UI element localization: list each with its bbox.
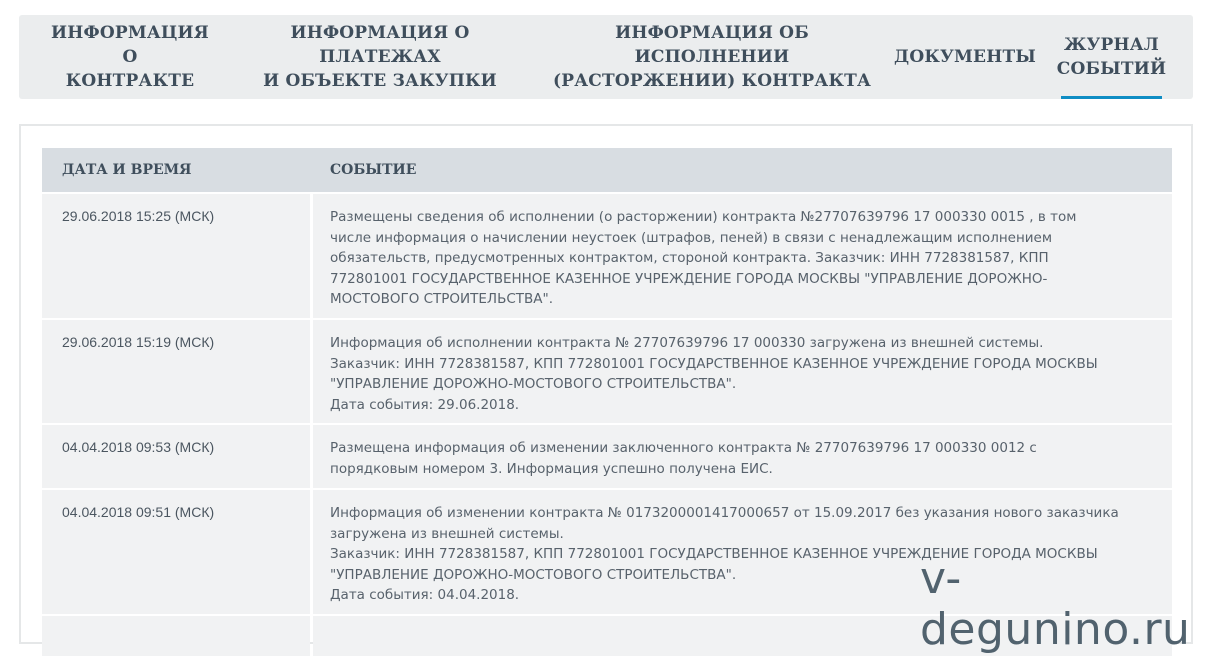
row-date xyxy=(42,616,310,656)
row-date: 29.06.2018 15:19 (МСК) xyxy=(42,320,310,423)
row-event: Информация об изменении контракта № 0173200001417000657 от 15.09.2017 без указания нового заказчика загружена из внешней системы. Заказчик: ИНН 7728381587, КПП 772801001 ГОСУДАРСТВЕННОЕ КАЗЕННОЕ УЧРЕЖДЕНИЕ ГОРОДА МОСКВЫ "УПРАВЛЕНИЕ ДОРОЖНО-МОСТОВОГО СТРОИТЕЛЬСТВА". Дата события: 04.04.2018. xyxy=(313,490,1172,614)
tab-bar xyxy=(19,15,1193,99)
tab-execution-info[interactable]: ИНФОРМАЦИЯ ОБ ИСПОЛНЕНИИ (РАСТОРЖЕНИИ) КОНТРАКТА xyxy=(552,23,872,91)
tab-event-log[interactable]: ЖУРНАЛ СОБЫТИЙ xyxy=(1061,15,1162,99)
tab-documents[interactable]: ДОКУМЕНТЫ xyxy=(894,47,1036,67)
table-header xyxy=(42,148,1172,192)
row-event: Размещена информация об изменении заключенного контракта № 27707639796 17 000330 0012 с порядковым номером 3. Информация успешно получена ЕИС. xyxy=(313,425,1172,488)
row-date: 04.04.2018 09:51 (МСК) xyxy=(42,490,310,614)
tab-contract-info[interactable]: ИНФОРМАЦИЯ О КОНТРАКТЕ xyxy=(51,23,209,91)
site-watermark: v-degunino.ru xyxy=(920,553,1191,655)
row-event: Размещены сведения об исполнении (о расторжении) контракта №27707639796 17 000330 0015 , в том числе информация о начислении неустоек (штрафов, пеней) в связи с ненадлежащим исполнением обязательств, предусмотренных контрактом, стороной контракта. Заказчик: ИНН 7728381587, КПП 772801001 ГОСУДАРСТВЕННОЕ КАЗЕННОЕ УЧРЕЖДЕНИЕ ГОРОДА МОСКВЫ "УПРАВЛЕНИЕ ДОРОЖНО- МОСТОВОГО СТРОИТЕЛЬСТВА". xyxy=(313,194,1172,318)
table-row xyxy=(42,320,1172,423)
row-date: 29.06.2018 15:25 (МСК) xyxy=(42,194,310,318)
header-date: ДАТА И ВРЕМЯ xyxy=(62,162,192,178)
row-date: 04.04.2018 09:53 (МСК) xyxy=(42,425,310,488)
row-event: Информация об исполнении контракта № 27707639796 17 000330 загружена из внешней системы. Заказчик: ИНН 7728381587, КПП 772801001 ГОСУДАРСТВЕННОЕ КАЗЕННОЕ УЧРЕЖДЕНИЕ ГОРОДА МОСКВЫ "УПРАВЛЕНИЕ ДОРОЖНО-МОСТОВОГО СТРОИТЕЛЬСТВА". Дата события: 29.06.2018. xyxy=(313,320,1172,423)
table-row xyxy=(42,425,1172,488)
tab-payments-info[interactable]: ИНФОРМАЦИЯ О ПЛАТЕЖАХ И ОБЪЕКТЕ ЗАКУПКИ xyxy=(263,23,497,91)
table-row xyxy=(42,194,1172,318)
header-event: СОБЫТИЕ xyxy=(330,162,417,178)
